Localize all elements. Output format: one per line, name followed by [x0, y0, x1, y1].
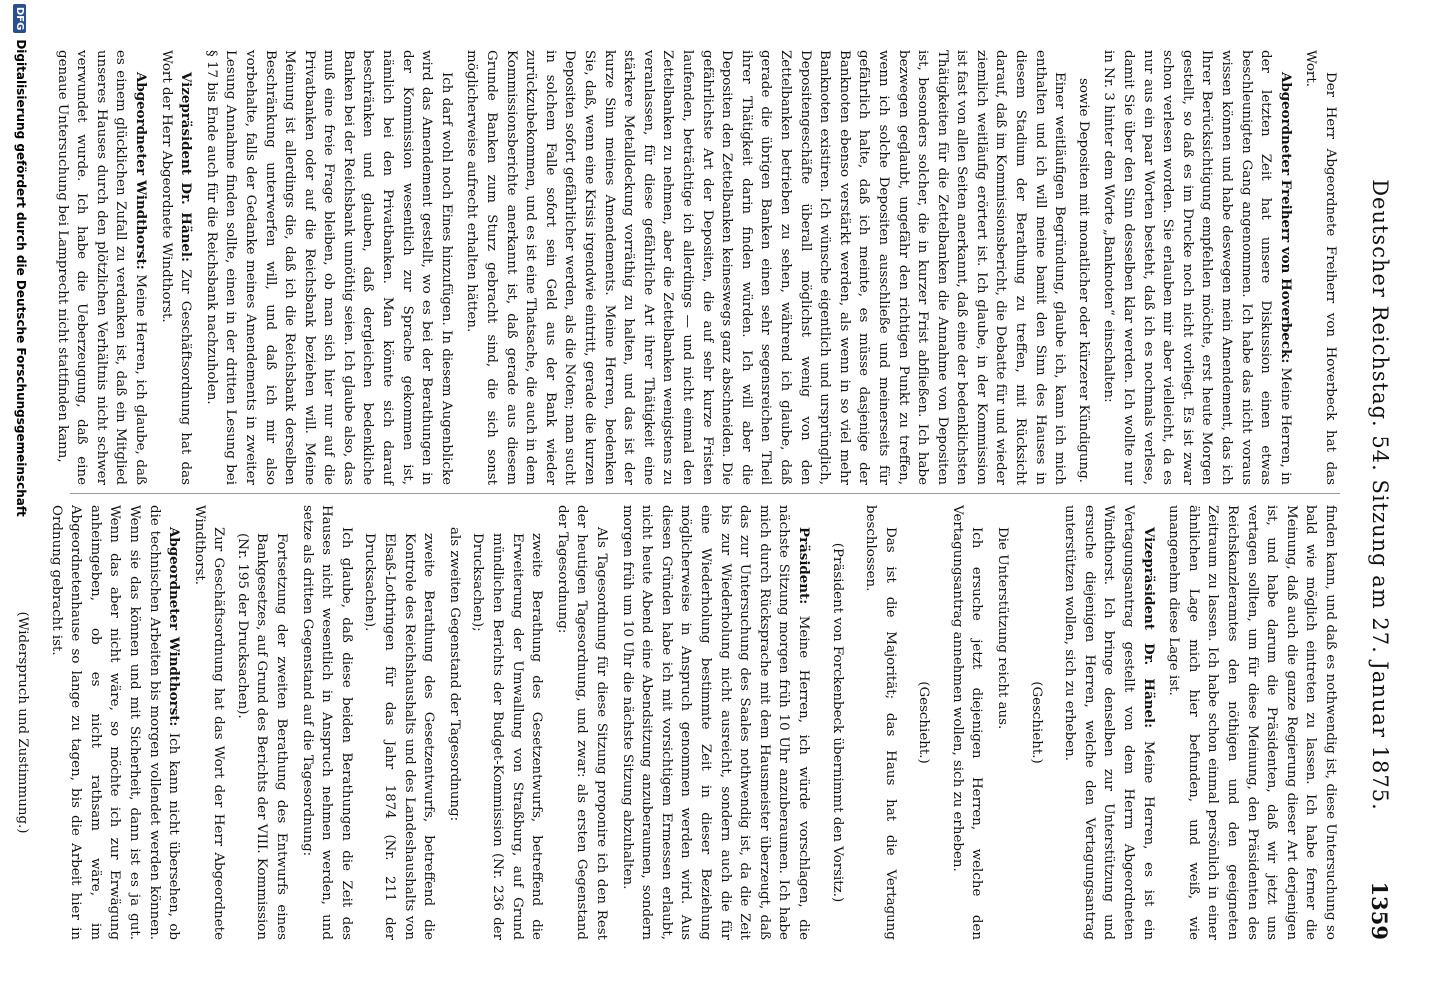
paragraph-text: Zur Geschäftsordnung hat das Wort der Herr Abgeordnete Windthorst.: [158, 50, 194, 485]
speaker-name: Präsident:: [795, 527, 812, 605]
paragraph-text: Fortsetzung der zweiten Berathung des Entwurfs eines Bankgesetzes, auf Grund des Berichts der VIII. Kommission (Nr. 195 der Drucksachen).: [234, 533, 290, 940]
paragraph: [46, 505, 183, 940]
paragraph-text: Der Herr Abgeordnete Freiherr von Hoverbeck hat das Wort.: [1303, 50, 1338, 485]
paragraph: [201, 50, 456, 485]
paragraph-text: Ich glaube, daß diese beiden Berathungen die Zeit des Hauses nicht wesentlich in Anspruch nehmen werden, und setze als dritten Gegenstand auf die Tagesordnung:: [299, 505, 354, 940]
paragraph-text: als zweiten Gegenstand der Tagesordnung:: [446, 527, 462, 822]
stage-direction: [1026, 505, 1046, 940]
paragraph: [947, 505, 986, 940]
dfg-logo: DFG: [13, 4, 26, 33]
paragraph: [297, 505, 356, 940]
agenda-item: [360, 505, 438, 940]
rotated-page-content: [14, 0, 1432, 1000]
paragraph-text: Zur Geschäftsordnung hat das Wort der Herr Abgeordnete Windthorst.: [191, 505, 227, 940]
page-header-title: Deutscher Reichstag. 54. Sitzung am 27. Januar 1875.: [1368, 179, 1392, 811]
agenda-item: [468, 505, 546, 940]
left-column: [54, 50, 1340, 485]
paragraph-text: (Geschieht.): [916, 681, 932, 764]
paragraph: [462, 50, 1069, 485]
paragraph-text: Meine Herren, ich würde vorschlagen, die nächste Sitzung morgen früh 10 Uhr anzuberaumen. Ich habe mich durch Rücksprache mit dem Hausmeister überzeugt, daß das zur Untersuchung des Saales nothwendig ist, da die Zeit bis zur Wiederholung nicht ausreicht, sondern auch die für eine Wiederholung bestimmte Zeit in dieser Beziehung möglicherweise in Anspruch genommen werden wird. Aus diesen Gründen habe ich mit vorsichtigem Ermessen erlaubt, nicht heute Abend eine Abendsitzung anzuberaumen, sondern morgen früh um 10 Uhr die nächste Sitzung abzuhalten.: [619, 505, 811, 941]
speaker-name: Abgeordneter Freiherr von Hoverbeck:: [1277, 72, 1294, 364]
paragraph-text: Meine Herren, ich glaube, daß es einem glücklichen Zufall zu verdanken ist, daß ein Mitglied unseres Hauses durch den plötzlichen Verhältnis nicht schwer verwundet wurde. Ich habe die Ueberzeugung, daß eine genaue Untersuchung bei Lamprecht nicht stattfinden kann,: [54, 50, 148, 485]
stage-direction: [914, 505, 934, 940]
paragraph-text: Ich kann nicht übersehen, ob die technischen Arbeiten bis morgen vollendet werden können. Wenn sie das können und mit Sicherheit, dann ist es ja gut. Wenn das aber nicht wäre, so möchte ich zur Erwägung anheimgeben, ob es nicht rathsam wäre, im Abgeordnetenhause so lange zu tagen, bis die Arbeit hier in Ordnung gebracht ist.: [48, 505, 182, 941]
paragraph: [552, 505, 611, 940]
speaker-name: Vizepräsident Dr. Hänel:: [178, 72, 195, 262]
paragraph-text: Meine Herren, in der letzten Zeit hat unsere Diskussion einen etwas beschleunigten Gang angenommen. Ich habe das nicht voraus wissen können und habe deswegen mein Amendement, das ich Ihrer Berücksichtigung empfehlen möchte, erst heute Morgen gestellt, so daß es im Drucke noch nicht vorliegt. Es ist zwar schon verlesen worden. Sie erlauben mir aber vielleicht, da es nur aus ein paar Worten besteht, daß ich es nochmals verlese, damit Sie über den Sinn desselben klar werden. Ich wollte nur in Nr. 3 hinter dem Worte „Banknoten“ einschalten:: [1101, 50, 1293, 485]
column-divider: [70, 493, 1340, 494]
digitization-footer: [6, 0, 28, 1000]
paragraph-text: Die Unterstützung reicht aus.: [995, 527, 1011, 730]
speaker-name: Abgeordneter Windthorst:: [132, 72, 149, 270]
paragraph: [617, 505, 813, 940]
agenda-item: [1073, 50, 1093, 485]
paragraph: [52, 50, 150, 485]
paragraph-text: (Präsident von Forckenbeck übernimmt den Vorsitz.): [829, 542, 845, 903]
paragraph-text: (Widerspruch und Zustimmung.): [14, 611, 30, 834]
digitization-credit: Digitalisierung gefördert durch die Deutsche Forschungsgemeinschaft: [14, 39, 28, 517]
paragraph-text: Einer weitläufigen Begründung, glaube ich, kann ich mich enthalten und ich will meine bamit den Sinn des Hauses in diesem Stadium der Berathung zu treffen, mit Rücksicht darauf, daß im Kommissionsbericht, die Debatte für und wieder ziemlich weitläufig erörtert ist. Ich glaube, in der Kommission ist fast von allen Seiten anerkannt, daß eine der bedenklichsten Thätigkeiten für die Zettelbanken die Annahme von Depositen ist, besonders solcher, die in kurzer Frist abfließen. Ich habe bezwegen geglaubt, ungefähr den richtigen Punkt zu treffen, wenn ich solche Depositen ausschließe und meinerseits für gefährlich halte, daß ich meinte, es müsse dasjenige der Banknoten ebenso verstärkt werden, als wenn in so viel mehr Banknoten existiren. Ich wünsche eigentlich und ursprünglich, Depositengeschäfte überall möglichst wenig von den Zettelbanken betrieben zu sehen, während ich glaube, daß gerade die übrigen Banken einen sehr segensreichen Theil ihrer Thätigkeit darin finden würden. Ich will aber die Depositen den Zettelbanken keineswegs ganz abschneiden. Die gefährlichste Art der Depositen, die auf sehr kurze Fristen laufenden, beträchtige ich allerdings — und nicht einmal den Zettelbanken zu nehmen, aber die Zettelbanken wenigstens zu veranlassen, für diese gefährliche Art ihrer Thätigkeit eine stärkere Metalldeckung vorräthig zu halten, und das ist der kurze Sinn meines Amendements. Meine Herren, bedenken Sie, daß, wenn eine Krisis irgendwie eintritt, gerade die kurzen Depositen sofort gefährlicher werden, als die Noten; man sucht in solchem Falle sofort sein Geld aus der Bank wieder zurückzubekommen, und es ist eine Thatsache, die auch in dem Kommissionsberichte anerkannt ist, daß gerade aus diesem Grunde Banken zum Sturz gebracht sind, die sich sonst möglicherweise aufrecht erhalten hätten.: [464, 50, 1068, 485]
speaker-name: Vizepräsident Dr. Hänel:: [1140, 527, 1157, 729]
paragraph: [861, 505, 900, 940]
paragraph: [444, 505, 464, 940]
paragraph: [993, 505, 1013, 940]
paragraph-text: Meine Herren, es ist ein Vertagungsantrag gestellt von dem Herrn Abgeordneten Windthorst. Ich bringe denselben zur Unterstützung und ersuche diejenigen Herren, welche den Vertagungsantrag unterstützen wollen, sich zu erheben.: [1062, 505, 1156, 940]
paragraph-text: finden kann, und daß es nothwendig ist, diese Untersuchung so bald wie möglich eintreten zu lassen. Ich habe ferner die Meinung, daß auch die ganze Regierung dieser Art derjenigen ist, und habe darum die Präsidenten, daß wir jetzt uns vertagen sollten, um für diese Meinung, den Präsidenten des Reichskanzleramtes den nöthigen und den geeigneten Zeitraum zu lassen. Ich habe schon einmal persönlich in einer ähnlichen Lage mich hier befunden, und weiß, wie unangenehm diese Lage ist.: [1166, 505, 1338, 940]
paragraph: [1099, 50, 1295, 485]
paragraph-text: sowie Depositen mit monatlicher oder kürzerer Kündigung.: [1075, 78, 1091, 483]
agenda-item: [232, 505, 291, 940]
paragraph: [1060, 505, 1158, 940]
speaker-name: Abgeordneter Windthorst:: [166, 527, 183, 727]
paragraph: [156, 50, 195, 485]
paragraph: [1164, 505, 1340, 940]
right-column: [14, 505, 1340, 941]
paragraph-text: Das ist die Majorität; das Haus hat die Vertagung beschlossen.: [863, 505, 898, 940]
paragraph-text: Ich darf wohl noch Eines hinzufügen. In diesem Augenblicke wird das Amendement gestellt, wo es bei der Berathungen in der Kommission wesentlich zur Sprache gekommen ist, nämlich bei den Privatbanken. Man könnte sich darauf beschränken und glauben, daß dergleichen bedenkliche Banken bei der Reichsbank unnöthig seien. Ich glaube also, das muß eine freie Frage bleiben, ob man sich hier nur auf die Privatbanken oder auf die Reichsbank beziehen will. Meine Meinung ist allerdings die, daß ich die Reichsbank derselben Beschränkung unterwerfen will, und daß ich mir also vorbehalte, falls der Gedanke meines Amendements in zweiter Lesung Annahme finden sollte, einen in der dritten Lesung bei § 17 bis Ende auch für die Reichsbank nachzuholen.: [203, 50, 454, 485]
paragraph-text: (Geschieht.): [1028, 681, 1044, 764]
paragraph: [1301, 50, 1340, 485]
paragraph-text: Als Tagesordnung für diese Sitzung proponire ich den Rest der heutigen Tagesordnung, und zwar: als ersten Gegenstand der Tagesordnung:: [554, 505, 609, 940]
page-number: 1359: [1367, 881, 1392, 940]
paragraph: [189, 505, 228, 940]
paragraph-text: zweite Berathung des Gesetzentwurfs, betreffend die Erweiterung der Umwallung von Straßburg, auf Grund mündlichen Berichts der Budget-Kommission (Nr. 236 der Drucksachen);: [470, 533, 545, 940]
stage-direction: [827, 505, 847, 940]
paragraph-text: zweite Berathung des Gesetzentwurfs, betreffend die Kontrole des Reichshaushalts und des Landeshaushalts von Elsaß-Lothringen für das Jahr 1874 (Nr. 211 der Drucksachen).: [362, 533, 437, 940]
paragraph-text: Ich ersuche jetzt diejenigen Herren, welche den Vertagungsantrag annehmen wollen, sich zu erheben.: [949, 505, 985, 940]
page-header: [1352, 50, 1392, 940]
